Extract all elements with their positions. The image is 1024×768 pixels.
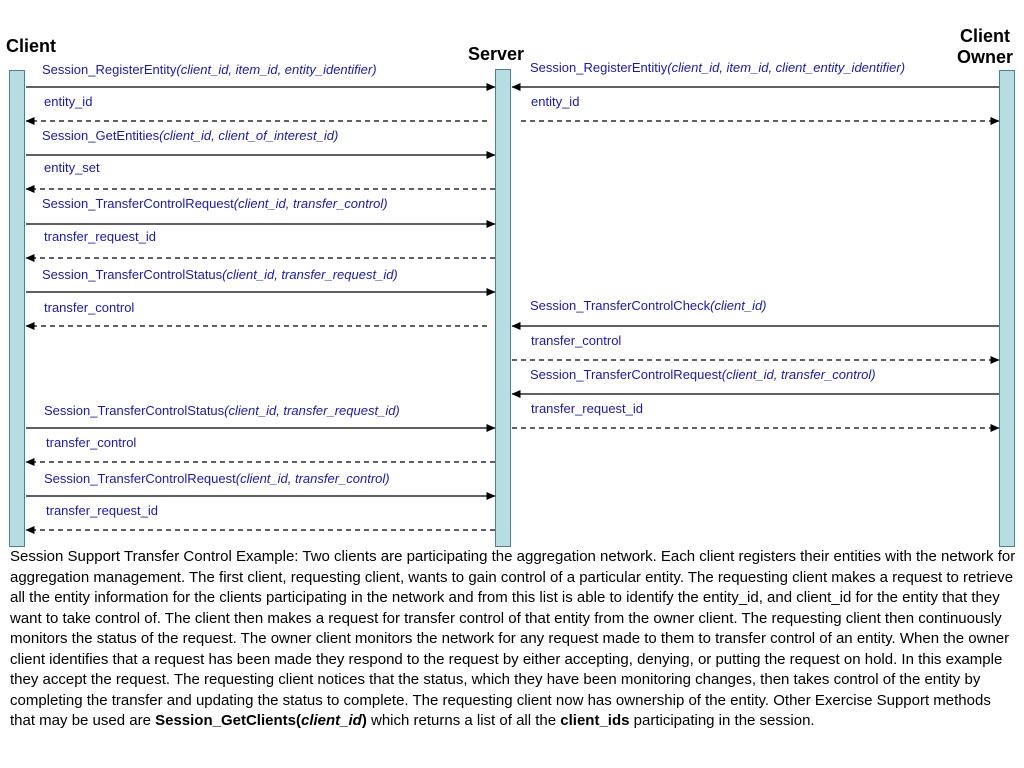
msg-label-transfer-control-status bbox=[42, 267, 398, 282]
caption-text: Session Support Transfer Control Example: Two clients are participating the aggregation network. Each client registers their entities with the network for aggregation management. The first client, requesting client, wants to gain control of a particular entity. The requesting client makes a request to retrieve all the entity information for the clients participating in the network and from this list is able to identify the entity_id, and client_id for the entity that they want to take control of. The client then makes a request for transfer control of that entity from the owner client. The requesting client then continuously monitors the status of the request. The owner client monitors the network for any request made to them to transfer control of an entity. When the owner client identifies that a request has been made they respond to the request by either accepting, denying, or putting the request on hold. In this example they accept the request. The requesting client notices that the status, which they have been monitoring changes, then takes control of the entity by completing the transfer and updating the status to complete. The requesting client now has ownership of the entity. Other Exercise Support methods that may be used are bbox=[10, 548, 1016, 729]
msg-name: Session_GetEntities bbox=[42, 128, 160, 143]
msg-args: (client_id, transfer_control) bbox=[233, 196, 388, 211]
msg-name: Session_TransferControlCheck bbox=[530, 298, 711, 313]
msg-label-transfer-control bbox=[44, 300, 134, 315]
msg-name: Session_TransferControlRequest bbox=[44, 471, 236, 486]
msg-name: Session_RegisterEntitiy bbox=[530, 60, 668, 75]
msg-args: (client_id, item_id, entity_identifier) bbox=[176, 62, 377, 77]
msg-name: transfer_request_id bbox=[44, 229, 157, 244]
msg-label-transfer-request-id-2 bbox=[46, 503, 158, 518]
msg-label-transfer-control-request bbox=[42, 196, 388, 211]
caption-fn-suffix: ) bbox=[361, 712, 367, 729]
msg-label-owner-entity-id bbox=[531, 94, 579, 109]
caption-tail-text: participating in the session. bbox=[629, 712, 815, 729]
msg-name: entity_set bbox=[44, 160, 100, 175]
client-actor-label: Client bbox=[6, 36, 57, 56]
msg-label-transfer-control-request-2 bbox=[44, 471, 390, 486]
msg-name: transfer_control bbox=[46, 435, 137, 450]
msg-label-owner-transfer-control-check bbox=[530, 298, 767, 313]
msg-label-owner-transfer-request-id bbox=[531, 401, 643, 416]
msg-label-transfer-control-status-2 bbox=[44, 403, 400, 418]
msg-label-entity-id bbox=[44, 94, 92, 109]
msg-args: (client_id, transfer_control) bbox=[721, 367, 876, 382]
caption-bold-term: client_ids bbox=[560, 712, 630, 729]
server-actor-label: Server bbox=[468, 44, 525, 64]
msg-args: (client_id, transfer_request_id) bbox=[224, 403, 400, 418]
msg-name: Session_TransferControlStatus bbox=[42, 267, 223, 282]
msg-label-register-entity bbox=[42, 62, 377, 77]
msg-name: Session_TransferControlStatus bbox=[44, 403, 225, 418]
msg-args: (client_id, transfer_request_id) bbox=[222, 267, 398, 282]
msg-name: Session_RegisterEntity bbox=[42, 62, 177, 77]
msg-args: (client_id) bbox=[710, 298, 767, 313]
msg-label-get-entities bbox=[42, 128, 338, 143]
client-owner-label-line2: Owner bbox=[956, 47, 1013, 67]
msg-label-owner-transfer-control bbox=[531, 333, 621, 348]
msg-label-owner-register-entity bbox=[530, 60, 905, 75]
msg-args: (client_id, transfer_control) bbox=[235, 471, 390, 486]
msg-label-transfer-request-id bbox=[44, 229, 156, 244]
msg-args: (client_id, client_of_interest_id) bbox=[159, 128, 339, 143]
diagram-caption bbox=[10, 547, 1016, 732]
msg-name: transfer_control bbox=[531, 333, 622, 348]
caption-fn-arg: client_id bbox=[300, 712, 362, 729]
msg-name: Session_TransferControlRequest bbox=[530, 367, 722, 382]
msg-label-entity-set bbox=[44, 160, 100, 175]
msg-label-owner-transfer-control-request bbox=[530, 367, 876, 382]
caption-fn-prefix: Session_GetClients( bbox=[155, 712, 301, 729]
msg-name: transfer_request_id bbox=[46, 503, 159, 518]
msg-label-transfer-control-2 bbox=[46, 435, 136, 450]
msg-name: Session_TransferControlRequest bbox=[42, 196, 234, 211]
caption-mid-text: which returns a list of all the bbox=[366, 712, 561, 729]
msg-name: entity_id bbox=[44, 94, 93, 109]
client-owner-label-line1: Client bbox=[959, 26, 1010, 46]
msg-args: (client_id, item_id, client_entity_identifier) bbox=[667, 60, 906, 75]
msg-name: transfer_control bbox=[44, 300, 135, 315]
msg-name: entity_id bbox=[531, 94, 580, 109]
msg-name: transfer_request_id bbox=[531, 401, 644, 416]
